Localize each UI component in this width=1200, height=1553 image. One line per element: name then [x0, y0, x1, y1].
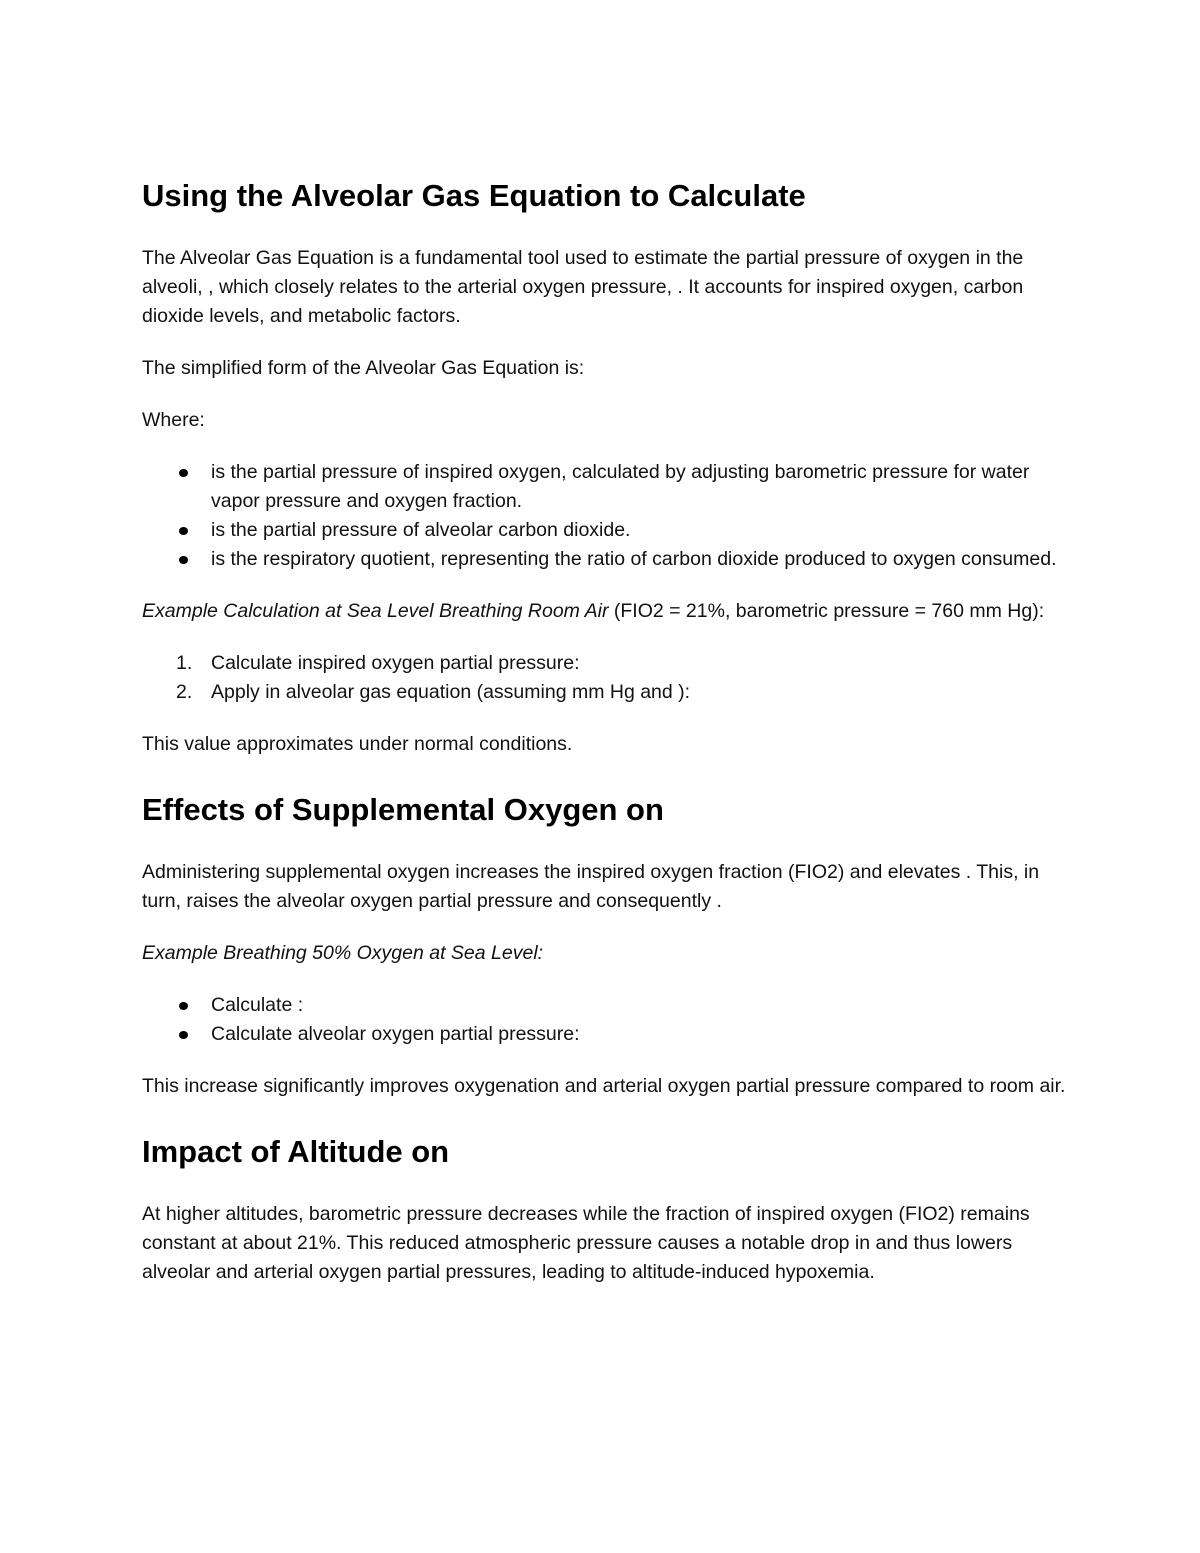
paragraph-conclusion: This value approximates under normal conditions.: [142, 733, 573, 755]
paragraph-where: Where:: [142, 409, 205, 431]
list-item-text: Calculate :: [211, 994, 304, 1016]
bullet-icon: [179, 1031, 188, 1039]
step-number: 1.: [176, 652, 193, 674]
list-item-text: Apply in alveolar gas equation (assuming mm Hg and ):: [211, 681, 691, 703]
calculation-list: [142, 991, 1072, 1049]
list-item: [142, 516, 1072, 545]
steps-list: [142, 649, 1072, 707]
document-page: [142, 174, 1072, 1287]
definition-list: [142, 458, 1072, 574]
paragraph-example-50-percent: [142, 939, 1072, 968]
paragraph-conclusion: This increase significantly improves oxygenation and arterial oxygen partial pressure compared to room air.: [142, 1075, 1066, 1097]
paragraph-intro: At higher altitudes, barometric pressure decreases while the fraction of inspired oxygen (FIO2) remains constant at about 21%. This reduced atmospheric pressure causes a notable drop in and thus lowers alveolar and arterial oxygen partial pressures, leading to altitude-induced hypoxemia.: [142, 1203, 1030, 1283]
section-heading-alveolar-gas-equation: Using the Alveolar Gas Equation to Calculate: [142, 178, 806, 213]
list-item: [142, 649, 1072, 678]
list-item-text: is the respiratory quotient, representing the ratio of carbon dioxide produced to oxygen consumed.: [211, 548, 1057, 570]
step-number: 2.: [176, 681, 193, 703]
section-heading-supplemental-oxygen: Effects of Supplemental Oxygen on: [142, 792, 664, 827]
paragraph-intro: The Alveolar Gas Equation is a fundamental tool used to estimate the partial pressure of oxygen in the alveoli, , which closely relates to the arterial oxygen pressure, . It accounts for inspired oxygen, carbon dioxide levels, and metabolic factors.: [142, 247, 1024, 327]
section-heading-altitude: Impact of Altitude on: [142, 1134, 450, 1169]
paragraph-example-sea-level: [142, 597, 1072, 626]
paragraph-simplified-form: The simplified form of the Alveolar Gas Equation is:: [142, 357, 585, 379]
list-item: [142, 545, 1072, 574]
example-title: Example Calculation at Sea Level Breathing Room Air: [142, 600, 609, 622]
list-item: [142, 678, 1072, 707]
bullet-icon: [179, 469, 188, 477]
list-item: [142, 991, 1072, 1020]
example-title: Example Breathing 50% Oxygen at Sea Level:: [142, 942, 544, 964]
example-detail: (FIO2 = 21%, barometric pressure = 760 mm Hg):: [608, 600, 1045, 622]
list-item-text: Calculate inspired oxygen partial pressure:: [211, 652, 580, 674]
list-item-text: is the partial pressure of alveolar carbon dioxide.: [211, 519, 631, 541]
list-item: [142, 458, 1072, 516]
bullet-icon: [179, 556, 188, 564]
list-item-text: is the partial pressure of inspired oxygen, calculated by adjusting barometric pressure for water vapor pressure and oxygen fraction.: [211, 461, 1030, 512]
list-item-text: Calculate alveolar oxygen partial pressure:: [211, 1023, 580, 1045]
paragraph-intro: Administering supplemental oxygen increases the inspired oxygen fraction (FIO2) and elevates . This, in turn, raises the alveolar oxygen partial pressure and consequently .: [142, 861, 1040, 912]
bullet-icon: [179, 527, 188, 535]
bullet-icon: [179, 1002, 188, 1010]
list-item: [142, 1020, 1072, 1049]
